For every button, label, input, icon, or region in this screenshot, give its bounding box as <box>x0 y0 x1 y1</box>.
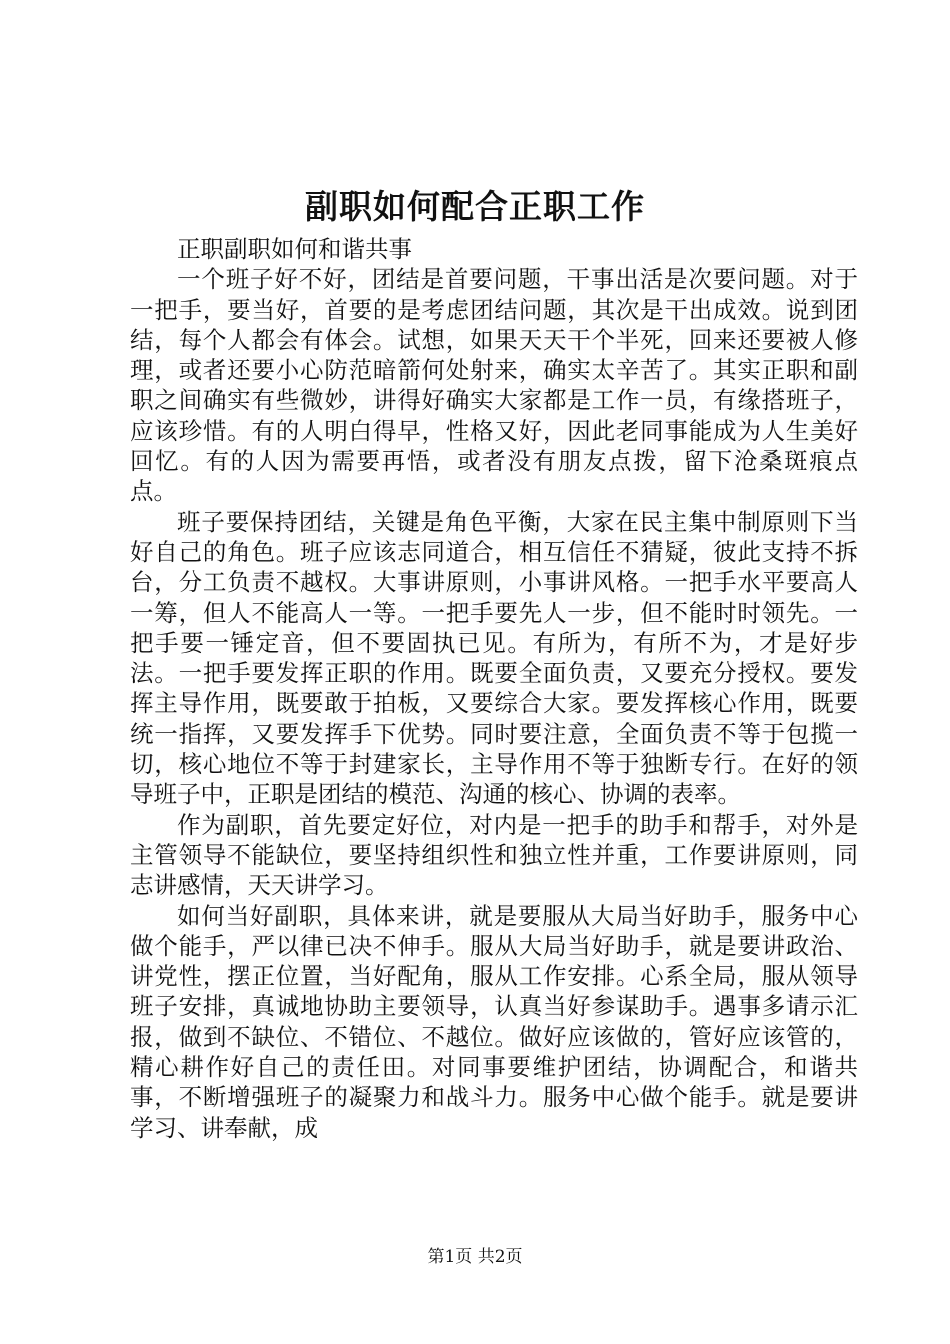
subtitle-paragraph: 正职副职如何和谐共事 <box>177 235 412 263</box>
document-title: 副职如何配合正职工作 <box>305 187 645 226</box>
body-paragraph: 如何当好副职，具体来讲，就是要服从大局当好助手，服务中心做个能手，严以律已决不伸手。服从大局当好助手，就是要讲政治、讲党性，摆正位置，当好配角，服从工作安排。心系全局，服从领导班子安排，真诚地协助主要领导，认真当好参谋助手。遇事多请示汇报，做到不缺位、不错位、不越位。做好应该做的，管好应该管的，精心耕作好自己的责任田。对同事要维护团结，协调配合，和谐共事，不断增强班子的凝聚力和战斗力。服务中心做个能手。就是要讲学习、讲奉献，成 <box>130 901 858 1142</box>
body-paragraph: 作为副职，首先要定好位，对内是一把手的助手和帮手，对外是主管领导不能缺位，要坚持组织性和独立性并重，工作要讲原则，同志讲感情，天天讲学习。 <box>130 810 858 900</box>
document-body <box>130 234 858 1143</box>
page-number-footer: 第1页 共2页 <box>427 1247 523 1267</box>
body-paragraph: 一个班子好不好，团结是首要问题，干事出活是次要问题。对于一把手，要当好，首要的是考虑团结问题，其次是干出成效。说到团结，每个人都会有体会。试想，如果天天干个半死，回来还要被人修理，或者还要小心防范暗箭何处射来，确实太辛苦了。其实正职和副职之间确实有些微妙，讲得好确实大家都是工作一员，有缘搭班子，应该珍惜。有的人明白得早，性格又好，因此老同事能成为人生美好回忆。有的人因为需要再悟，或者没有朋友点拨，留下沧桑斑痕点点。 <box>130 265 858 506</box>
body-paragraph: 班子要保持团结，关键是角色平衡，大家在民主集中制原则下当好自己的角色。班子应该志同道合，相互信任不猜疑，彼此支持不拆台，分工负责不越权。大事讲原则，小事讲风格。一把手水平要高人一筹，但人不能高人一等。一把手要先人一步，但不能时时领先。一把手要一锤定音，但不要固执已见。有所为，有所不为，才是好步法。一把手要发挥正职的作用。既要全面负责，又要充分授权。要发挥主导作用，既要敢于拍板，又要综合大家。要发挥核心作用，既要统一指挥，又要发挥手下优势。同时要注意，全面负责不等于包揽一切，核心地位不等于封建家长，主导作用不等于独断专行。在好的领导班子中，正职是团结的模范、沟通的核心、协调的表率。 <box>130 507 858 809</box>
